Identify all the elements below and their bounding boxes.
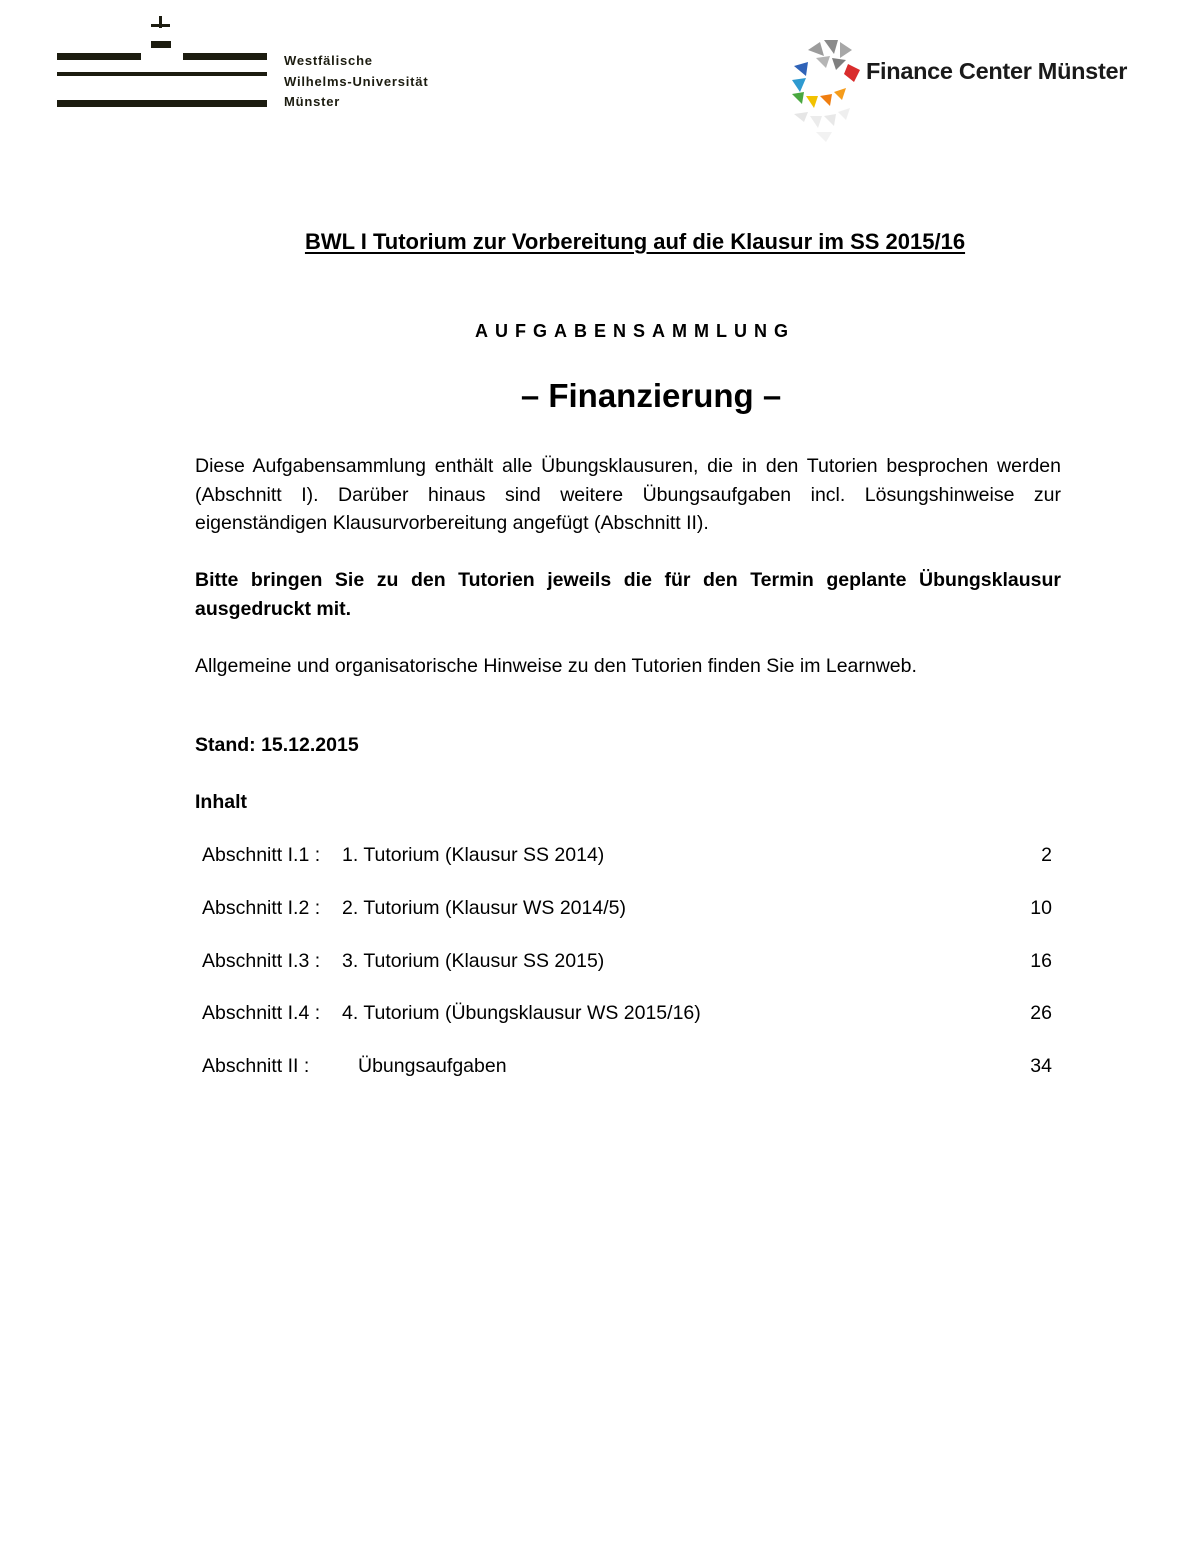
university-name (284, 51, 428, 113)
toc-title: Übungsaufgaben (358, 1055, 507, 1077)
toc-page-number: 2 (1041, 844, 1052, 866)
toc-section: Abschnitt I.1 : (202, 844, 321, 866)
toc-entry (202, 1051, 1052, 1104)
hint-paragraph: Allgemeine und organisatorische Hinweise zu den Tutorien finden Sie im Learnweb. (195, 655, 917, 677)
table-of-contents (202, 840, 1052, 1104)
toc-entry (202, 840, 1052, 893)
finance-center-logo-mark (786, 36, 866, 146)
toc-heading: Inhalt (195, 791, 247, 813)
toc-entry (202, 998, 1052, 1051)
university-logo-mark (0, 0, 520, 120)
toc-page-number: 34 (1030, 1055, 1052, 1077)
document-title: BWL I Tutorium zur Vorbereitung auf die Klausur im SS 2015/16 (304, 229, 966, 254)
university-logo (0, 0, 520, 120)
notice-paragraph: Bitte bringen Sie zu den Tutorien jeweils die für den Termin geplante Übungsklausur ausgedruckt mit. (195, 569, 1061, 620)
toc-entry (202, 946, 1052, 999)
topic-heading: – Finanzierung – (520, 377, 782, 414)
toc-section: Abschnitt II : (202, 1055, 310, 1077)
university-name-line-2: Wilhelms-Universität (284, 73, 429, 89)
toc-section: Abschnitt I.4 : (202, 1002, 321, 1025)
finance-center-name: Finance Center Münster (866, 58, 1128, 84)
toc-title: 1. Tutorium (Klausur SS 2014) (342, 844, 605, 866)
university-name-line-3: Münster (284, 94, 341, 109)
toc-section: Abschnitt I.3 : (202, 949, 321, 972)
stand-date: Stand: 15.12.2015 (195, 734, 359, 756)
toc-page-number: 16 (1030, 949, 1052, 972)
university-name-line-1: Westfälische (284, 53, 373, 68)
toc-page-number: 10 (1030, 896, 1052, 919)
toc-title: 3. Tutorium (Klausur SS 2015) (342, 949, 605, 972)
toc-entry (202, 893, 1052, 946)
collection-label: AUFGABENSAMMLUNG (475, 321, 795, 341)
toc-title: 2. Tutorium (Klausur WS 2014/5) (342, 896, 626, 919)
toc-section: Abschnitt I.2 : (202, 896, 321, 919)
intro-paragraph: Diese Aufgabensammlung enthält alle Übungsklausuren, die in den Tutorien besprochen werden (Abschnitt I). Darüber hinaus sind weitere Übungsaufgaben incl. Lösungshinweise zur eigenständigen Klausurvorbereitung angefügt (Abschnitt II). (195, 455, 1061, 534)
toc-title: 4. Tutorium (Übungsklausur WS 2015/16) (342, 1002, 701, 1025)
finance-center-logo (786, 36, 1126, 146)
toc-page-number: 26 (1030, 1002, 1052, 1025)
